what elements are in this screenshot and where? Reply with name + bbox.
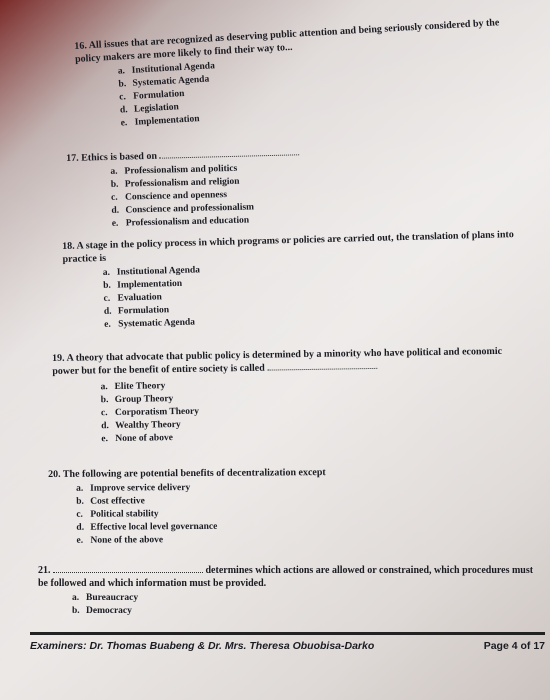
question-18: [62, 228, 519, 333]
option-text: Professionalism and education: [125, 215, 250, 229]
page-footer: [30, 640, 545, 652]
option-text: Formulation: [117, 305, 170, 317]
option-text: Systematic Agenda: [118, 317, 196, 330]
option-text: Corporatism Theory: [114, 406, 200, 419]
option-letter: d.: [111, 205, 120, 216]
option-text: Political stability: [90, 509, 159, 520]
examiners-credit: Examiners: Dr. Thomas Buabeng & Dr. Mrs. Theresa Obuobisa-Darko: [30, 640, 375, 652]
option-letter: c.: [76, 509, 83, 520]
option-list: [110, 157, 487, 231]
question-stem: 20. The following are potential benefits of decentralization except: [48, 467, 326, 480]
question-stem: 19. A theory that advocate that public policy is determined by a minority who have political and economic power but for the benefit of entire society is called: [52, 345, 503, 377]
question-stem: 16. All issues that are recognized as deserving public attention and being seriously considered by the policy makers are more likely to find their way to...: [74, 17, 500, 65]
option-text: Systematic Agenda: [132, 74, 210, 89]
answer-blank: [53, 564, 203, 573]
option-text: Implementation: [134, 114, 200, 128]
option-letter: b.: [118, 79, 127, 90]
question-stem-row: [52, 345, 527, 378]
option-letter: d.: [76, 522, 85, 533]
option-letter: a.: [102, 267, 111, 278]
option-text: Conscience and openness: [125, 190, 228, 203]
option-text: Elite Theory: [114, 381, 166, 393]
question-stem: 17. Ethics is based on: [66, 150, 158, 164]
option-text: Institutional Agenda: [131, 61, 216, 76]
option-letter: a.: [117, 66, 126, 77]
option-letter: a.: [110, 166, 118, 177]
option-text: Effective local level governance: [90, 521, 218, 533]
option-text: Democracy: [86, 606, 132, 616]
option-text: Group Theory: [114, 394, 174, 406]
option-list: [72, 592, 538, 618]
option-letter: d.: [103, 306, 112, 317]
option-list: [103, 256, 520, 332]
footer-divider: [30, 632, 545, 635]
option-letter: c.: [103, 293, 111, 304]
option-letter: a.: [100, 382, 108, 393]
option-letter: a.: [72, 593, 80, 603]
option-text: Conscience and professionalism: [125, 202, 255, 216]
option-letter: e.: [120, 118, 128, 129]
option-text: Improve service delivery: [90, 483, 191, 494]
option-letter: d.: [119, 105, 128, 116]
option-text: Professionalism and politics: [124, 163, 238, 177]
page-number: Page 4 of 17: [483, 640, 545, 652]
answer-blank: [267, 360, 377, 371]
option-letter: e.: [101, 434, 109, 445]
option-text: Formulation: [132, 88, 185, 102]
option-letter: b.: [110, 179, 119, 190]
option-text: Implementation: [117, 278, 183, 291]
option-text: None of the above: [90, 535, 164, 546]
option-text: Institutional Agenda: [116, 265, 201, 278]
option-letter: b.: [100, 395, 109, 406]
option-text: Legislation: [133, 102, 180, 115]
option-letter: c.: [119, 92, 127, 103]
question-20: [48, 465, 529, 548]
option-letter: c.: [111, 192, 118, 203]
option-text: Professionalism and religion: [124, 176, 240, 190]
option-letter: b.: [76, 496, 84, 507]
option-text: Cost effective: [90, 496, 145, 507]
option: [72, 605, 538, 618]
option-letter: a.: [76, 483, 84, 494]
option-text: Wealthy Theory: [115, 419, 181, 432]
option-list: [76, 480, 528, 548]
option-text: Bureaucracy: [86, 593, 139, 603]
question-16: [74, 16, 509, 133]
option: [72, 592, 538, 605]
option-text: Evaluation: [117, 292, 163, 304]
question-17: [66, 142, 488, 232]
option-letter: d.: [101, 421, 109, 432]
question-19: [52, 345, 528, 447]
question-stem: 18. A stage in the policy process in which programs or policies are carried out, the translation of plans into practice is: [62, 229, 514, 265]
option-letter: e.: [104, 319, 111, 330]
question-stem-row: [38, 564, 538, 590]
option-letter: b.: [103, 280, 112, 291]
question-stem: determines which actions are allowed or constrained, which procedures must be followed and which information must be provided.: [38, 565, 534, 589]
option-letter: c.: [100, 408, 108, 419]
option-letter: e.: [76, 535, 84, 546]
option-letter: b.: [72, 606, 80, 616]
option-text: None of above: [115, 433, 173, 445]
question-21: [38, 564, 538, 618]
option: [76, 532, 528, 548]
answer-blank: [159, 146, 299, 158]
option-list: [100, 375, 528, 447]
option-letter: e.: [111, 218, 119, 229]
question-number: 21.: [38, 565, 51, 576]
